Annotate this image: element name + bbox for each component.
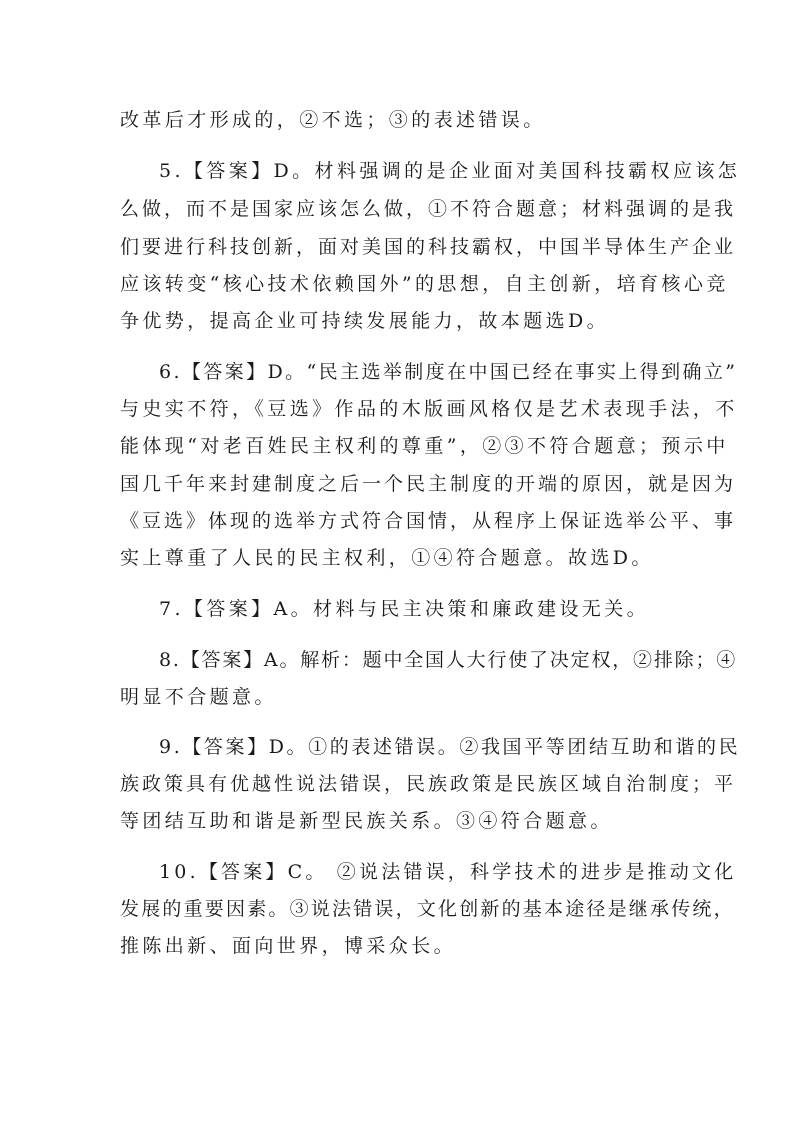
answer-9-line-1: 9.【答案】D。①的表述错误。②我国平等团结互助和谐的民: [159, 736, 741, 758]
answer-10-line-2: 发展的重要因素。③说法错误，文化创新的基本途径是继承传统，: [120, 898, 735, 920]
answer-10-line-1: 10.【答案】C。 ②说法错误，科学技术的进步是推动文化: [159, 861, 737, 883]
answer-5-line-2: 么做，而不是国家应该怎么做，①不符合题意；材料强调的是我: [120, 198, 737, 220]
answer-5-line-5: 争优势，提高企业可持续发展能力，故本题选D。: [120, 310, 610, 332]
answer-6-line-2: 与史实不符，《豆选》作品的木版画风格仅是艺术表现手法，不: [120, 398, 738, 420]
answer-5-line-3: 们要进行科技创新，面对美国的科技霸权，中国半导体生产企业: [120, 236, 737, 258]
answer-6-line-6: 实上尊重了人民的民主权利，①④符合题意。故选D。: [120, 547, 654, 569]
answer-5-line-1: 5.【答案】D。材料强调的是企业面对美国科技霸权应该怎: [159, 160, 741, 182]
answer-10-line-3: 推陈出新、面向世界，博采众长。: [120, 935, 457, 957]
answer-6-line-4: 国几千年来封建制度之后一个民主制度的开端的原因，就是因为: [120, 473, 737, 495]
answer-5-line-4: 应该转变“核心技术依赖国外”的思想，自主创新，培育核心竞: [120, 273, 729, 295]
answer-9-line-2: 族政策具有优越性说法错误，民族政策是民族区域自治制度；平: [120, 773, 737, 795]
answer-8-line-2: 明显不合题意。: [120, 686, 277, 708]
answer-prev-line-1: 改革后才形成的，②不选；③的表述错误。: [120, 109, 546, 131]
answer-8-line-1: 8.【答案】A。解析：题中全国人大行使了决定权，②排除；④: [159, 649, 738, 671]
answer-9-line-3: 等团结互助和谐是新型民族关系。③④符合题意。: [120, 810, 613, 832]
answer-6-line-3: 能体现“对老百姓民主权利的尊重”，②③不符合题意；预示中: [120, 435, 729, 457]
answer-6-line-1: 6.【答案】D。“民主选举制度在中国已经在事实上得到确立”: [159, 361, 738, 383]
answer-6-line-5: 《豆选》体现的选举方式符合国情，从程序上保证选举公平、事: [120, 510, 737, 532]
answer-7-line-1: 7.【答案】A。材料与民主决策和廉政建设无关。: [159, 598, 650, 620]
